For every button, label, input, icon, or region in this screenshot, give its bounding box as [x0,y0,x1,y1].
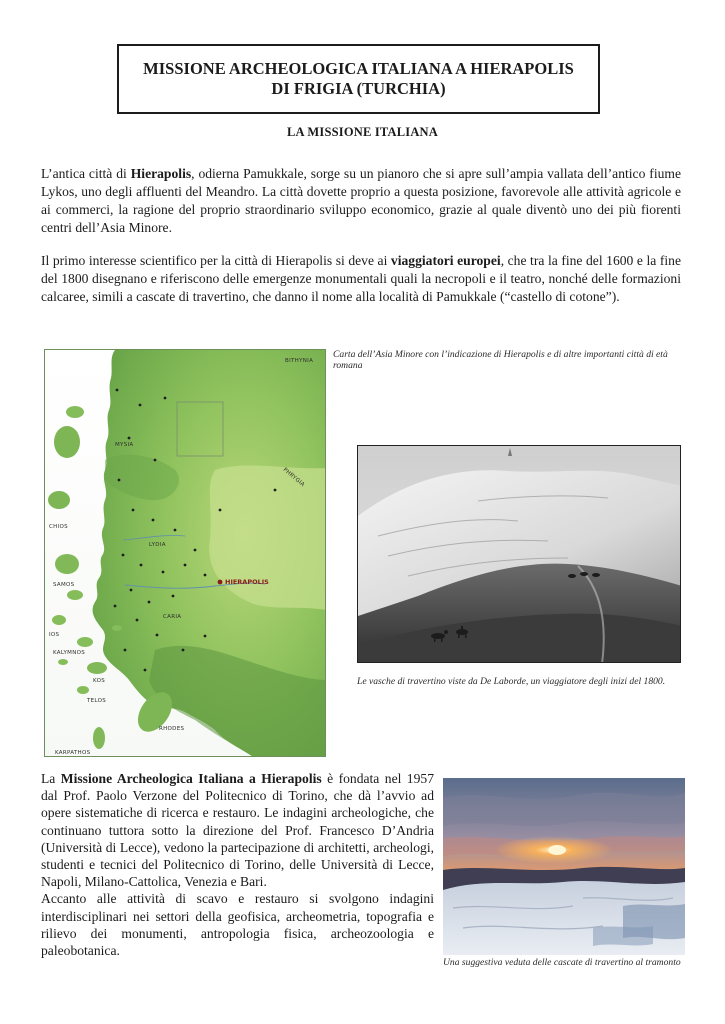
sunset-photo [443,778,685,955]
map-label-kos: KOS [93,678,106,684]
map-label-lydia: LYDIA [149,542,166,548]
paragraph-1-bold: Hierapolis [130,166,192,181]
map-label-hierapolis: HIERAPOLIS [225,578,269,586]
paragraph-3-text-b: è fondata nel 1957 dal Prof. Paolo Verzone del Politecnico di Torino, che dà l’avvio ad opere sistematiche di ricerca e restauro. Le indagini archeologiche, che continuano tuttora sotto la direzione del Prof. Francesco D’Andria (Università di Lecce), vedono la partecipazione di architetti, archeologi, studenti e tecnici del Politecnico di Torino, delle Università di Lecce, Napoli, Milano-Cattolica, Venezia e Bari. [41,771,434,890]
paragraph-2-bold: viaggiatori europei [390,253,501,268]
paragraph-3-bold: Missione Archeologica Italiana a Hierapolis [60,771,322,786]
paragraph-3-text-c: Accanto alle attività di scavo e restauro si svolgono indagini interdisciplinari nei settori della geofisica, archeometria, topografia e rilievo dei monumenti, antropologia fisica, archeozoologia e paleobotanica. [41,891,434,959]
section-heading: LA MISSIONE ITALIANA [286,125,439,139]
map-label-caria: CARIA [163,614,182,620]
sunset-caption: Una suggestiva veduta delle cascate di travertino al tramonto [443,957,681,968]
paragraph-1-text-a: L’antica città di [41,166,131,181]
map-label-kalymnos: KALYMNOS [53,650,86,656]
map-label-mysia: MYSIA [115,442,134,448]
map-label-samos: SAMOS [53,582,75,588]
paragraph-3 [41,770,434,959]
paragraph-2-text-b: , che tra la fine del 1600 e la fine del 1800 disegnano e riferiscono delle emergenze monumentali quali la necropoli e il teatro, nonché delle formazioni calcaree, simili a cascate di travertino, che danno il nome alla località di Pamukkale (“castello di cotone”). [41,253,681,304]
map-caption: Carta dell’Asia Minore con l’indicazione di Hierapolis e di altre importanti città di età romana [333,349,668,371]
map-label-telos: TELOS [87,698,107,704]
paragraph-2 [41,252,681,306]
paragraph-1 [41,165,681,237]
engraving-caption: Le vasche di travertino viste da De Laborde, un viaggiatore degli inizi del 1800. [357,676,666,687]
map-label-karpathos: KARPATHOS [55,750,91,756]
paragraph-3-text-a: La [41,771,61,786]
paragraph-2-text-a: Il primo interesse scientifico per la città di Hierapolis si deve ai [41,253,391,268]
title-box [117,44,600,114]
map-label-rhodes: RHODES [159,726,185,732]
map-label-chios: CHIOS [49,524,68,530]
map-label-ios: IOS [49,632,60,638]
title-line-2: DI FRIGIA (TURCHIA) [271,79,446,98]
map-label-bithynia: BITHYNIA [285,358,314,364]
paragraph-1-text-b: , odierna Pamukkale, sorge su un pianoro che si apre sull’ampia vallata dell’antico fiume Lykos, uno degli affluenti del Meandro. La città dovette proprio a questa posizione, favorevole alle attività agricole e ai commerci, la ragione del proprio straordinario sviluppo economico, grazie al quale diventò uno dei più fiorenti centri dell’Asia Minore. [41,166,681,235]
map-label-phrygia: PHRYGIA [281,466,306,489]
asia-minor-map [44,349,326,757]
travertine-engraving [357,445,681,663]
title-line-1: MISSIONE ARCHEOLOGICA ITALIANA A HIERAPOLIS [143,59,574,78]
